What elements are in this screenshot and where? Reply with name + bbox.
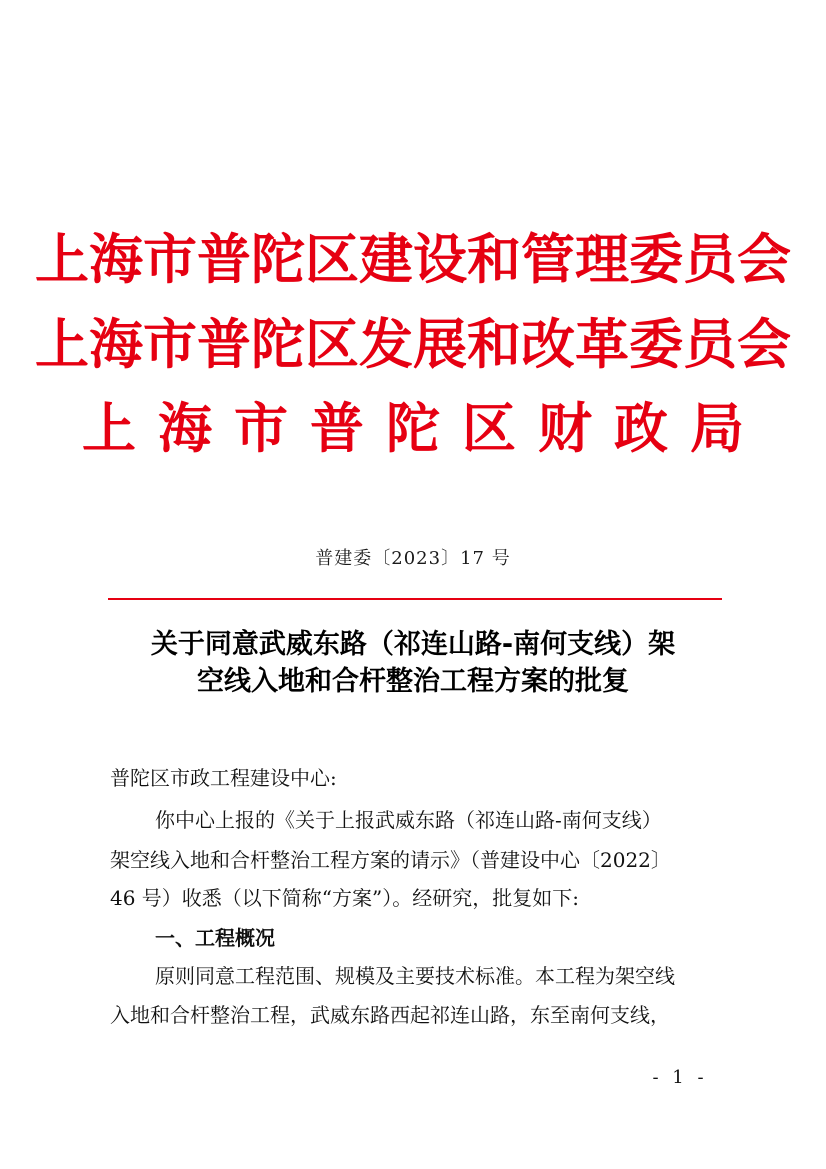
paragraph-2-line-1: 原则同意工程范围、规模及主要技术标准。本工程为架空线 bbox=[155, 964, 675, 988]
salutation: 普陀区市政工程建设中心: bbox=[110, 766, 337, 790]
org-name-construction-committee: 上海市普陀区建设和管理委员会 bbox=[35, 227, 791, 291]
red-divider-line bbox=[108, 598, 722, 600]
title-line-2: 空线入地和合杆整治工程方案的批复 bbox=[197, 666, 629, 697]
paragraph-1-line-3: 46 号）收悉（以下简称“方案”）。经研究，批复如下: bbox=[110, 886, 579, 910]
page-number: - 1 - bbox=[652, 1067, 708, 1088]
org-name-development-reform-committee: 上海市普陀区发展和改革委员会 bbox=[35, 312, 791, 376]
document-number: 普建委〔2023〕17 号 bbox=[315, 548, 511, 569]
section-heading-project-overview: 一、工程概况 bbox=[155, 926, 275, 950]
title-line-1: 关于同意武威东路（祁连山路-南何支线）架 bbox=[150, 629, 676, 660]
org-name-finance-bureau: 上海市普陀区财政局 bbox=[82, 396, 766, 460]
paragraph-2-line-2: 入地和合杆整治工程，武威东路西起祁连山路，东至南何支线， bbox=[110, 1003, 670, 1027]
paragraph-1-line-2: 架空线入地和合杆整治工程方案的请示》（普建设中心〔2022〕 bbox=[110, 848, 671, 872]
paragraph-1-line-1: 你中心上报的《关于上报武威东路（祁连山路-南何支线） bbox=[155, 808, 662, 832]
